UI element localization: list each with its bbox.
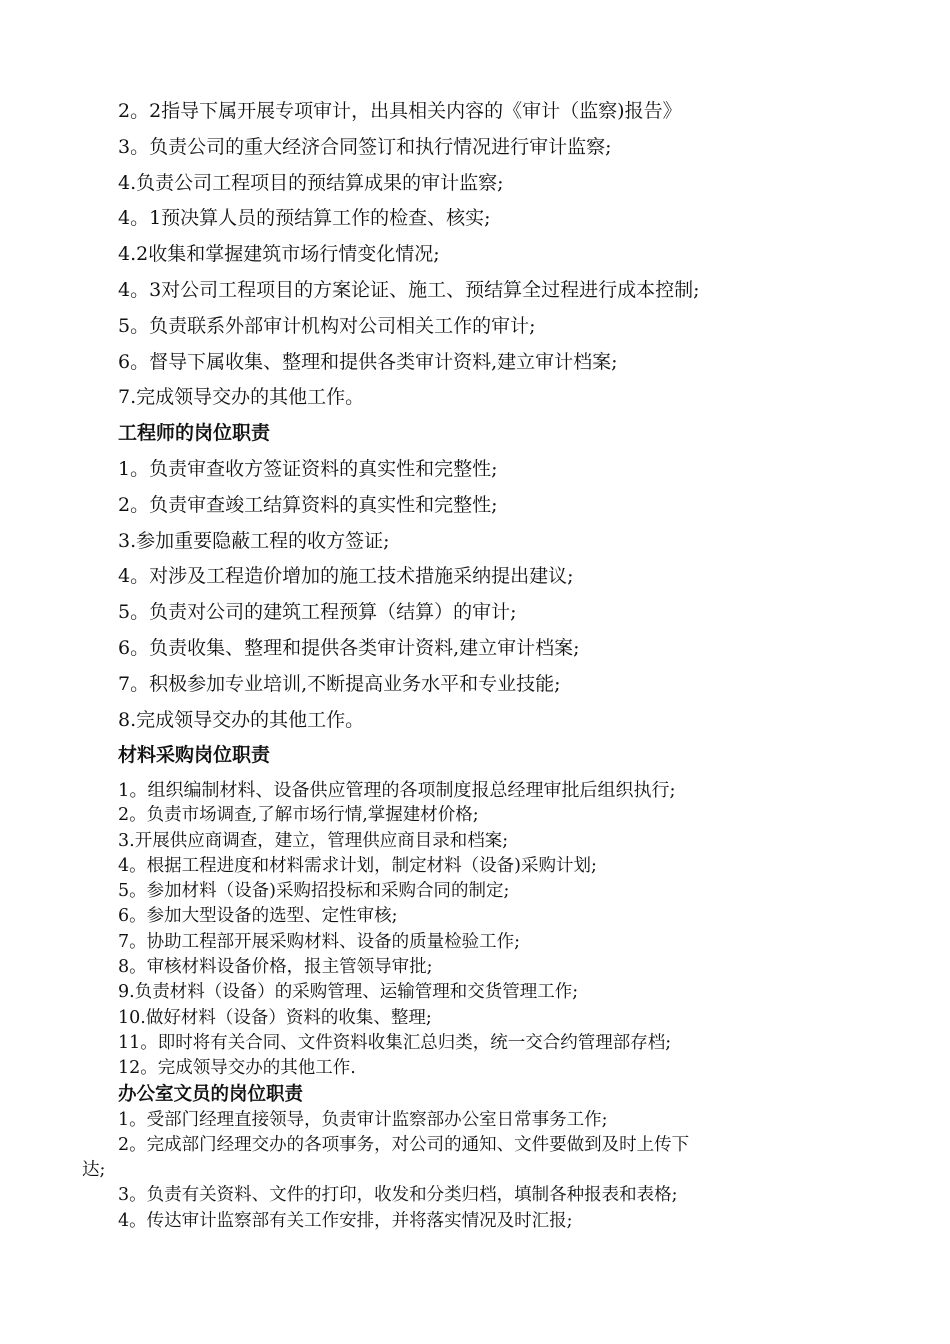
list-item: 7。协助工程部开展采购材料、设备的质量检验工作; [118, 931, 521, 952]
list-item: 1。组织编制材料、设备供应管理的各项制度报总经理审批后组织执行; [118, 780, 676, 801]
list-item: 7。积极参加专业培训,不断提高业务水平和专业技能; [118, 672, 561, 695]
list-item: 1。受部门经理直接领导，负责审计监察部办公室日常事务工作; [118, 1109, 608, 1130]
list-item: 5。负责对公司的建筑工程预算（结算）的审计; [118, 601, 517, 624]
list-item: 3。负责有关资料、文件的打印，收发和分类归档，填制各种报表和表格; [118, 1185, 678, 1206]
list-item: 8。审核材料设备价格，报主管领导审批; [118, 957, 433, 978]
purchasing-heading: 材料采购岗位职责 [118, 744, 271, 767]
list-item: 4。根据工程进度和材料需求计划，制定材料（设备)采购计划; [118, 855, 597, 876]
list-item: 3.开展供应商调查，建立，管理供应商目录和档案; [118, 830, 509, 851]
list-item: 7.完成领导交办的其他工作。 [118, 386, 365, 409]
list-item: 8.完成领导交办的其他工作。 [118, 708, 365, 731]
list-item: 2。2指导下属开展专项审计，出具相关内容的《审计（监察)报告》 [118, 100, 682, 122]
list-item: 5。参加材料（设备)采购招投标和采购合同的制定; [118, 881, 510, 902]
list-item: 9.负责材料（设备）的采购管理、运输管理和交货管理工作; [118, 982, 579, 1003]
engineer-heading: 工程师的岗位职责 [118, 422, 271, 445]
list-item: 5。负责联系外部审计机构对公司相关工作的审计; [118, 314, 536, 337]
list-item: 3。负责公司的重大经济合同签订和执行情况进行审计监察; [118, 135, 612, 158]
list-item: 1。负责审查收方签证资料的真实性和完整性; [118, 457, 498, 480]
list-item: 2。负责审查竣工结算资料的真实性和完整性; [118, 493, 498, 516]
list-item: 2。负责市场调查,了解市场行情,掌握建材价格; [118, 805, 479, 826]
list-item: 6。督导下属收集、整理和提供各类审计资料,建立审计档案; [118, 350, 618, 373]
list-item: 4。3对公司工程项目的方案论证、施工、预结算全过程进行成本控制; [118, 278, 700, 301]
list-item: 10.做好材料（设备）资料的收集、整理; [118, 1007, 432, 1028]
list-item: 6。参加大型设备的选型、定性审核; [118, 906, 398, 927]
list-item: 4。传达审计监察部有关工作安排，并将落实情况及时汇报; [118, 1210, 573, 1231]
purchasing-and-clerk-section [82, 778, 690, 1234]
list-item: 3.参加重要隐蔽工程的收方签证; [118, 529, 390, 552]
clerk-heading: 办公室文员的岗位职责 [118, 1083, 304, 1105]
list-item: 12。完成领导交办的其他工作. [118, 1058, 356, 1079]
list-item: 4。1预决算人员的预结算工作的检查、核实; [118, 207, 491, 230]
list-item: 4.2收集和掌握建筑市场行情变化情况; [118, 243, 440, 266]
list-item: 4.负责公司工程项目的预结算成果的审计监察; [118, 171, 504, 194]
list-item: 2。完成部门经理交办的各项事务，对公司的通知、文件要做到及时上传下 [118, 1134, 690, 1155]
list-item-continuation: 达; [82, 1160, 106, 1181]
list-item: 6。负责收集、整理和提供各类审计资料,建立审计档案; [118, 636, 580, 659]
list-item: 4。对涉及工程造价增加的施工技术措施采纳提出建议; [118, 565, 574, 588]
audit-duties-section [118, 94, 700, 774]
list-item: 11。即时将有关合同、文件资料收集汇总归类，统一交合约管理部存档; [118, 1032, 672, 1053]
